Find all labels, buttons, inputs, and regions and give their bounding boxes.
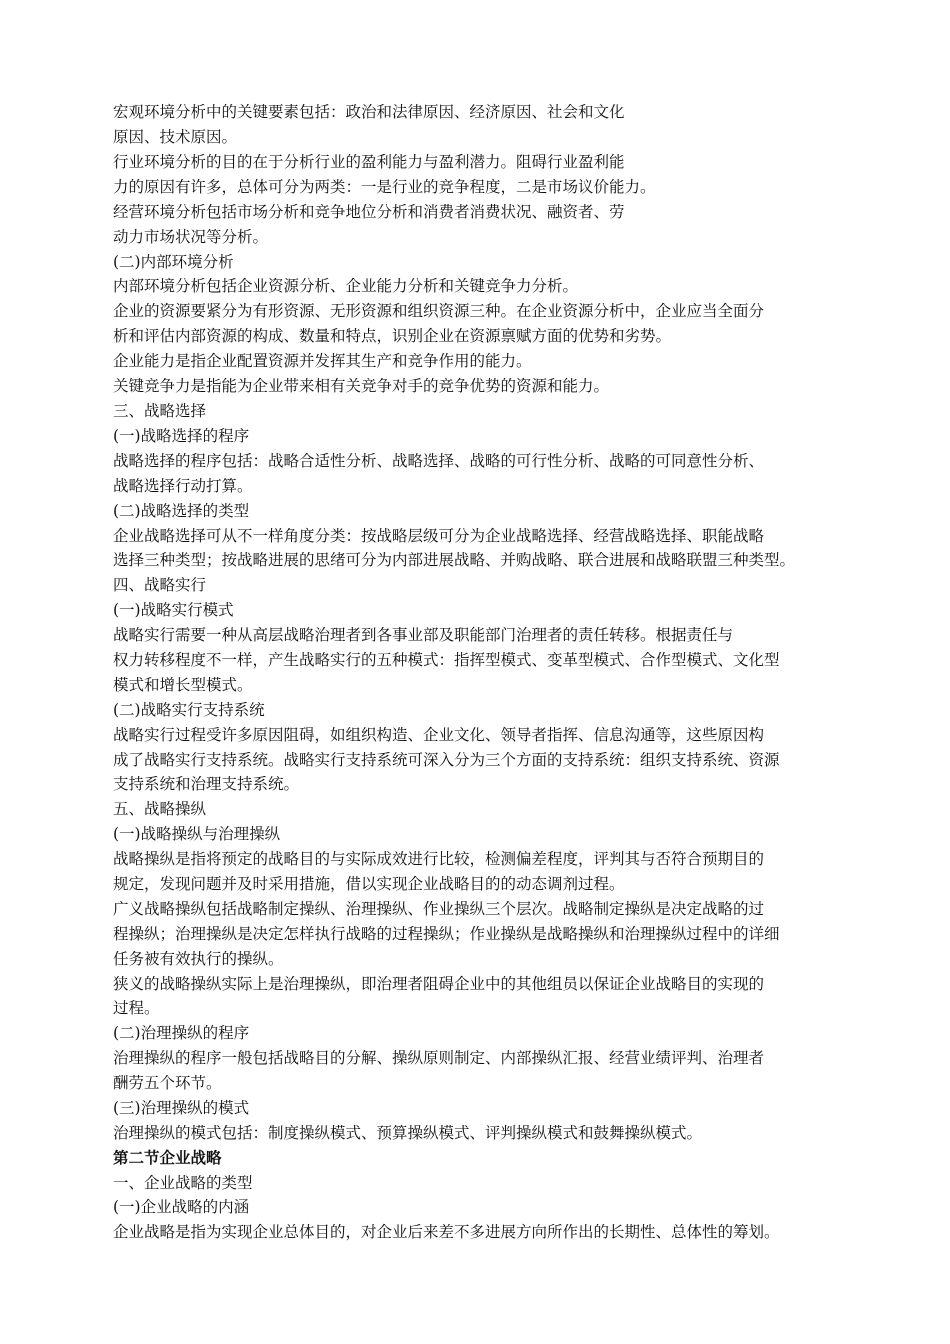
- section-heading: (二)战略选择的类型: [113, 502, 250, 520]
- section-heading: 四、战略实行: [113, 576, 207, 594]
- text-line: 选择三种类型；按战略进展的思绪可分为内部进展战略、并购战略、联合进展和战略联盟三种类型。: [113, 551, 796, 569]
- text-line: 权力转移程度不一样，产生战略实行的五种模式：指挥型模式、变革型模式、合作型模式、文化型: [113, 651, 780, 669]
- text-line: 广义战略操纵包括战略制定操纵、治理操纵、作业操纵三个层次。战略制定操纵是决定战略的过: [113, 900, 765, 918]
- text-line: 模式和增长型模式。: [113, 676, 253, 694]
- text-line: 力的原因有许多，总体可分为两类：一是行业的竞争程度，二是市场议价能力。: [113, 178, 656, 196]
- text-line: 程操纵；治理操纵是决定怎样执行战略的过程操纵；作业操纵是战略操纵和治理操纵过程中的详细: [113, 925, 780, 943]
- text-line: 析和评估内部资源的构成、数量和特点，识别企业在资源禀赋方面的优势和劣势。: [113, 327, 672, 345]
- section-heading: 一、企业战略的类型: [113, 1174, 253, 1192]
- text-line: 动力市场状况等分析。: [113, 228, 269, 246]
- text-line: 企业战略选择可从不一样角度分类：按战略层级可分为企业战略选择、经营战略选择、职能战略: [113, 527, 765, 545]
- section-heading: (二)内部环境分析: [113, 253, 234, 271]
- text-line: 过程。: [113, 999, 160, 1017]
- section-heading: (二)战略实行支持系统: [113, 701, 265, 719]
- text-line: 原因、技术原因。: [113, 128, 238, 146]
- text-line: 行业环境分析的目的在于分析行业的盈利能力与盈利潜力。阻碍行业盈利能: [113, 153, 625, 171]
- section-heading: (一)企业战略的内涵: [113, 1198, 250, 1216]
- text-line: 战略选择行动打算。: [113, 477, 253, 495]
- chapter-heading: 第二节企业战略: [113, 1148, 222, 1167]
- section-heading: (一)战略实行模式: [113, 601, 234, 619]
- text-line: 战略实行需要一种从高层战略治理者到各事业部及职能部门治理者的责任转移。根据责任与: [113, 626, 734, 644]
- section-heading: 五、战略操纵: [113, 800, 207, 818]
- section-heading: (一)战略选择的程序: [113, 427, 250, 445]
- text-line: 战略实行过程受许多原因阻碍，如组织构造、企业文化、领导者指挥、信息沟通等，这些原因构: [113, 726, 765, 744]
- text-line: 任务被有效执行的操纵。: [113, 950, 284, 968]
- text-line: 酬劳五个环节。: [113, 1074, 222, 1092]
- text-line: 关键竞争力是指能为企业带来相有关竞争对手的竞争优势的资源和能力。: [113, 377, 610, 395]
- text-line: 企业能力是指企业配置资源并发挥其生产和竞争作用的能力。: [113, 352, 532, 370]
- text-line: 治理操纵的程序一般包括战略目的分解、操纵原则制定、内部操纵汇报、经营业绩评判、治理者: [113, 1049, 765, 1067]
- text-line: 支持系统和治理支持系统。: [113, 775, 300, 793]
- text-line: 规定，发现问题并及时采用措施，借以实现企业战略目的的动态调剂过程。: [113, 875, 625, 893]
- text-line: 战略操纵是指将预定的战略目的与实际成效进行比较，检测偏差程度，评判其与否符合预期目的: [113, 850, 765, 868]
- section-heading: (三)治理操纵的模式: [113, 1099, 250, 1117]
- text-line: 战略选择的程序包括：战略合适性分析、战略选择、战略的可行性分析、战略的可同意性分析、: [113, 452, 765, 470]
- text-line: 治理操纵的模式包括：制度操纵模式、预算操纵模式、评判操纵模式和鼓舞操纵模式。: [113, 1124, 703, 1142]
- text-line: 企业战略是指为实现企业总体目的，对企业后来差不多进展方向所作出的长期性、总体性的筹划。: [113, 1223, 780, 1241]
- section-heading: 三、战略选择: [113, 402, 207, 420]
- text-line: 成了战略实行支持系统。战略实行支持系统可深入分为三个方面的支持系统：组织支持系统、资源: [113, 751, 780, 769]
- section-heading: (一)战略操纵与治理操纵: [113, 825, 281, 843]
- text-line: 企业的资源要紧分为有形资源、无形资源和组织资源三种。在企业资源分析中，企业应当全面分: [113, 302, 765, 320]
- text-line: 狭义的战略操纵实际上是治理操纵，即治理者阻碍企业中的其他组员以保证企业战略目的实现的: [113, 975, 765, 993]
- text-line: 宏观环境分析中的关键要素包括：政治和法律原因、经济原因、社会和文化: [113, 103, 625, 121]
- text-line: 经营环境分析包括市场分析和竞争地位分析和消费者消费状况、融资者、劳: [113, 203, 625, 221]
- section-heading: (二)治理操纵的程序: [113, 1024, 250, 1042]
- text-line: 内部环境分析包括企业资源分析、企业能力分析和关键竞争力分析。: [113, 277, 579, 295]
